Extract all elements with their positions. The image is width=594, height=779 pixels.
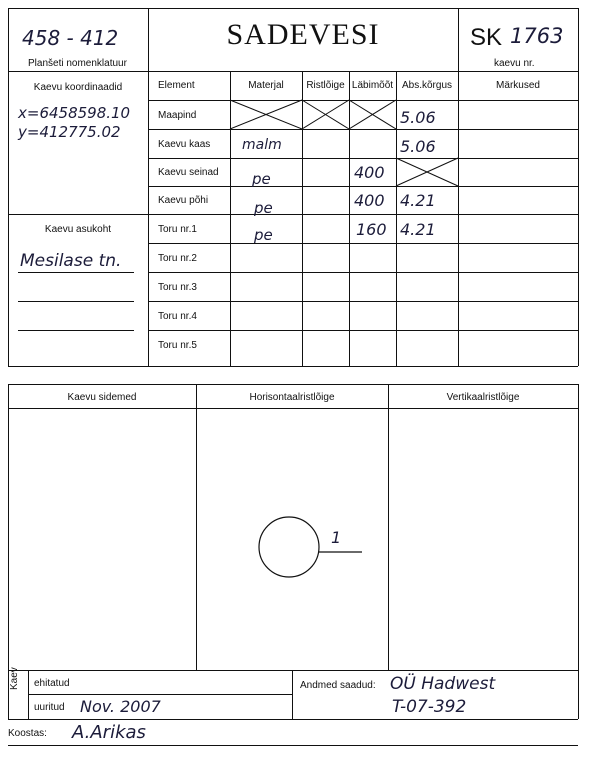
row-element: Toru nr.3 — [158, 282, 197, 293]
well-label: kaevu nr. — [494, 58, 535, 69]
row-element: Maapind — [158, 110, 197, 121]
nomenclature-value: 458 - 412 — [22, 26, 119, 50]
diameter-value: 400 — [354, 191, 385, 210]
abs-value: 4.21 — [400, 191, 436, 210]
header-abs: Abs.kõrgus — [401, 80, 453, 91]
material-value: malm — [242, 137, 282, 153]
row-element: Toru nr.5 — [158, 340, 197, 351]
built-label: ehitatud — [34, 678, 70, 689]
header-materjal: Materjal — [248, 80, 284, 91]
material-value: pe — [254, 199, 273, 217]
section-connections: Kaevu sidemed — [67, 392, 137, 403]
abs-value: 5.06 — [400, 108, 436, 127]
compiled-label: Koostas: — [8, 728, 47, 739]
row-element: Toru nr.2 — [158, 253, 197, 264]
row-element: Toru nr.4 — [158, 311, 197, 322]
side-label: Kaev — [9, 667, 20, 690]
page-title: SADEVESI — [226, 18, 380, 51]
data-reference: T-07-392 — [392, 697, 467, 717]
compiled-value: A.Arikas — [72, 722, 146, 743]
well-prefix: SK — [470, 24, 503, 51]
header-labimoot: Läbimõõt — [351, 80, 394, 91]
abs-value: 4.21 — [400, 220, 436, 239]
row-element: Kaevu põhi — [158, 195, 209, 206]
pipe-mark: 1 — [331, 528, 342, 547]
location-label: Kaevu asukoht — [44, 224, 112, 235]
material-value: pe — [254, 226, 273, 244]
location-value: Mesilase tn. — [20, 251, 122, 271]
surveyed-label: uuritud — [34, 702, 65, 713]
header-element: Element — [158, 80, 195, 91]
coordinate-x: x=6458598.10 — [18, 104, 131, 122]
header-ristloige: Ristlõige — [306, 80, 345, 91]
surveyed-value: Nov. 2007 — [80, 697, 161, 716]
row-element: Kaevu seinad — [158, 167, 219, 178]
nomenclature-label: Planšeti nomenklatuur — [28, 58, 127, 69]
abs-value: 5.06 — [400, 137, 436, 156]
section-vertical: Vertikaalristlõige — [446, 392, 520, 403]
diameter-value: 160 — [356, 220, 387, 239]
diameter-value: 400 — [354, 163, 385, 182]
header-markused: Märkused — [496, 80, 540, 91]
coordinates-label: Kaevu koordinaadid — [33, 82, 123, 93]
material-value: pe — [252, 170, 271, 188]
coordinate-y: y=412775.02 — [18, 123, 121, 141]
section-horizontal: Horisontaalristlõige — [249, 392, 335, 403]
data-label: Andmed saadud: — [300, 680, 376, 691]
row-element: Toru nr.1 — [158, 224, 197, 235]
row-element: Kaevu kaas — [158, 139, 211, 150]
well-number: 1763 — [510, 24, 564, 48]
data-source: OÜ Hadwest — [390, 674, 496, 694]
